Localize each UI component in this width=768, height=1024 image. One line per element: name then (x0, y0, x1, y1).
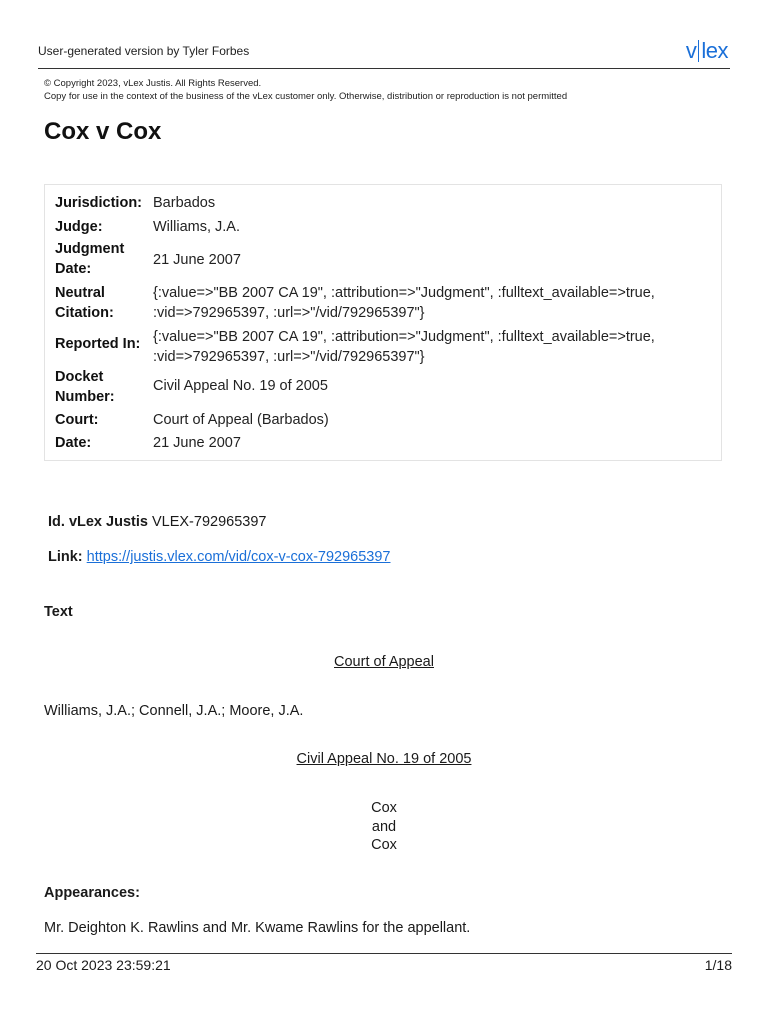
metadata-row-neutral-citation (55, 283, 711, 325)
document-link-line (48, 549, 391, 565)
metadata-value: {:value=>"BB 2007 CA 19", :attribution=>"Judgment", :fulltext_available=>true, :vid=>792965397, :url=>"/vid/792965397"} (153, 285, 655, 321)
metadata-label: Court: (55, 412, 99, 428)
metadata-row-jurisdiction (55, 193, 711, 213)
metadata-row-court (55, 410, 711, 430)
metadata-label: Judgment Date: (55, 241, 125, 277)
metadata-row-docket-number (55, 367, 711, 409)
link-label: Link: (48, 549, 83, 565)
document-link[interactable]: https://justis.vlex.com/vid/cox-v-cox-792965397 (86, 549, 391, 565)
logo-divider (698, 40, 699, 62)
metadata-row-judge (55, 217, 711, 237)
copyright-notice (44, 77, 734, 103)
metadata-row-reported-in (55, 327, 711, 369)
appearances-heading: Appearances: (44, 885, 140, 901)
user-generated-note: User-generated version by Tyler Forbes (38, 44, 250, 58)
copyright-line: © Copyright 2023, vLex Justis. All Rights Reserved. (44, 78, 262, 89)
metadata-value: Barbados (153, 195, 216, 211)
print-timestamp: 20 Oct 2023 23:59:21 (36, 957, 171, 973)
usage-restriction-line: Copy for use in the context of the business of the vLex customer only. Otherwise, distribution or reproduction is not permitted (44, 91, 568, 102)
text-section-heading: Text (44, 604, 73, 620)
court-name-heading: Court of Appeal (334, 654, 434, 670)
metadata-label: Docket Number: (55, 369, 115, 405)
metadata-value: Civil Appeal No. 19 of 2005 (153, 378, 328, 394)
metadata-label: Jurisdiction: (55, 195, 143, 211)
vlex-id-label: Id. vLex Justis (48, 514, 148, 530)
vlex-logo: v lex (685, 38, 728, 63)
metadata-value: Court of Appeal (Barbados) (153, 412, 329, 428)
vlex-id-line (48, 514, 266, 530)
metadata-row-date (55, 433, 711, 453)
party-conjunction: and (371, 819, 397, 835)
metadata-label: Date: (55, 435, 92, 451)
bench-judges: Williams, J.A.; Connell, J.A.; Moore, J.A. (44, 703, 304, 719)
page-number: 1/18 (704, 957, 732, 973)
party-respondent: Cox (371, 837, 397, 853)
page-title: Cox v Cox (44, 118, 162, 145)
appearances-text: Mr. Deighton K. Rawlins and Mr. Kwame Rawlins for the appellant. (44, 920, 471, 936)
metadata-label: Judge: (55, 219, 103, 235)
metadata-table (44, 184, 722, 461)
page-footer (36, 953, 732, 978)
metadata-label: Reported In: (55, 336, 141, 352)
appeal-number-heading: Civil Appeal No. 19 of 2005 (296, 751, 472, 767)
metadata-label: Neutral Citation: (55, 285, 114, 321)
metadata-value: 21 June 2007 (153, 252, 241, 268)
page-header (38, 38, 730, 69)
metadata-value: Williams, J.A. (153, 219, 240, 235)
metadata-value: 21 June 2007 (153, 435, 241, 451)
vlex-id-value: VLEX-792965397 (151, 514, 267, 530)
metadata-row-judgment-date (55, 239, 711, 281)
metadata-value: {:value=>"BB 2007 CA 19", :attribution=>"Judgment", :fulltext_available=>true, :vid=>792965397, :url=>"/vid/792965397"} (153, 329, 655, 365)
party-appellant: Cox (371, 800, 397, 816)
